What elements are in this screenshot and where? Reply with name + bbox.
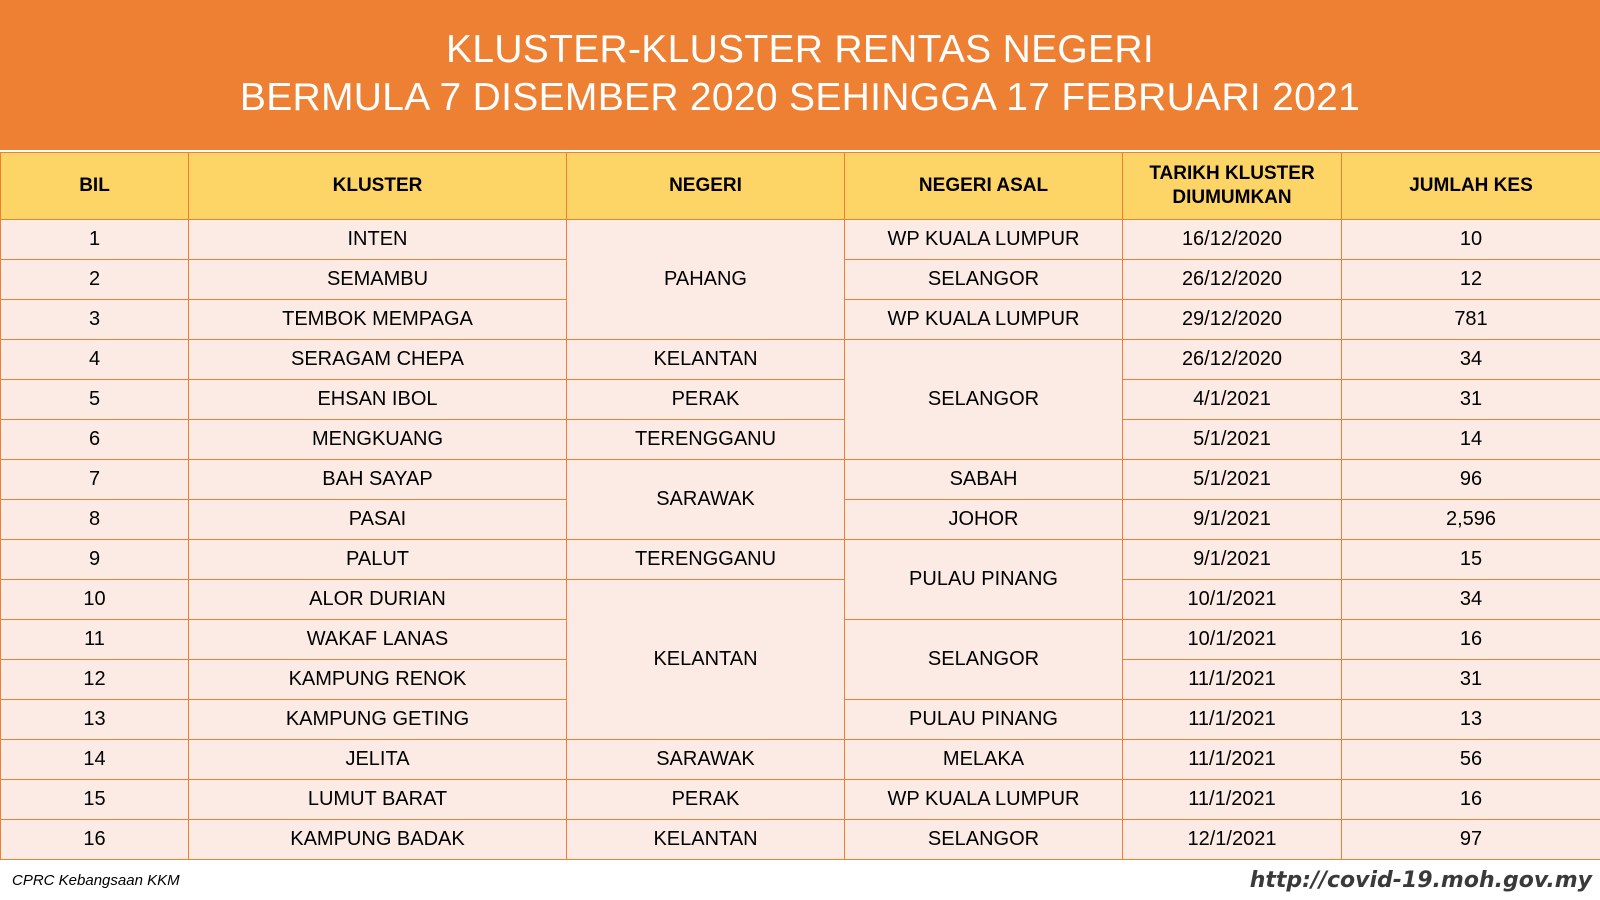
cell-jumlah: 12 xyxy=(1342,260,1600,300)
table-row xyxy=(1,580,1600,620)
cell-negeri-asal: WP KUALA LUMPUR xyxy=(845,220,1123,260)
cell-bil: 14 xyxy=(1,740,189,780)
cell-kluster: PALUT xyxy=(189,540,567,580)
cell-tarikh: 11/1/2021 xyxy=(1123,780,1342,820)
cell-jumlah: 31 xyxy=(1342,660,1600,700)
cell-negeri: KELANTAN xyxy=(567,340,845,380)
cell-kluster: INTEN xyxy=(189,220,567,260)
cell-negeri-asal: SELANGOR xyxy=(845,340,1123,460)
cell-kluster: KAMPUNG RENOK xyxy=(189,660,567,700)
cell-negeri-asal: SABAH xyxy=(845,460,1123,500)
table-row xyxy=(1,340,1600,380)
cell-kluster: KAMPUNG BADAK xyxy=(189,820,567,860)
cell-negeri-asal: JOHOR xyxy=(845,500,1123,540)
cell-kluster: PASAI xyxy=(189,500,567,540)
cell-tarikh: 11/1/2021 xyxy=(1123,700,1342,740)
cell-negeri-asal: SELANGOR xyxy=(845,820,1123,860)
cell-jumlah: 15 xyxy=(1342,540,1600,580)
cell-bil: 2 xyxy=(1,260,189,300)
cell-bil: 11 xyxy=(1,620,189,660)
cell-bil: 6 xyxy=(1,420,189,460)
cell-kluster: ALOR DURIAN xyxy=(189,580,567,620)
cell-kluster: TEMBOK MEMPAGA xyxy=(189,300,567,340)
cell-bil: 10 xyxy=(1,580,189,620)
header-tarikh xyxy=(1123,153,1342,220)
cell-negeri: SARAWAK xyxy=(567,740,845,780)
source-credit: CPRC Kebangsaan KKM xyxy=(12,872,180,889)
cell-jumlah: 13 xyxy=(1342,700,1600,740)
cell-bil: 9 xyxy=(1,540,189,580)
cell-bil: 3 xyxy=(1,300,189,340)
cell-jumlah: 34 xyxy=(1342,340,1600,380)
cell-negeri-asal: WP KUALA LUMPUR xyxy=(845,780,1123,820)
header-jumlah: JUMLAH KES xyxy=(1342,153,1600,220)
cell-bil: 1 xyxy=(1,220,189,260)
table-row xyxy=(1,420,1600,460)
title-line-1: KLUSTER-KLUSTER RENTAS NEGERI xyxy=(446,28,1154,71)
cell-jumlah: 31 xyxy=(1342,380,1600,420)
cell-bil: 5 xyxy=(1,380,189,420)
cell-jumlah: 10 xyxy=(1342,220,1600,260)
cell-bil: 4 xyxy=(1,340,189,380)
cell-tarikh: 10/1/2021 xyxy=(1123,580,1342,620)
cell-tarikh: 26/12/2020 xyxy=(1123,260,1342,300)
header-kluster: KLUSTER xyxy=(189,153,567,220)
cell-jumlah: 97 xyxy=(1342,820,1600,860)
cell-kluster: SERAGAM CHEPA xyxy=(189,340,567,380)
table-row xyxy=(1,740,1600,780)
cell-negeri-asal: PULAU PINANG xyxy=(845,700,1123,740)
cell-jumlah: 56 xyxy=(1342,740,1600,780)
cell-negeri-asal: SELANGOR xyxy=(845,260,1123,300)
cell-jumlah: 2,596 xyxy=(1342,500,1600,540)
cell-bil: 12 xyxy=(1,660,189,700)
cell-tarikh: 16/12/2020 xyxy=(1123,220,1342,260)
cell-tarikh: 9/1/2021 xyxy=(1123,540,1342,580)
cell-tarikh: 11/1/2021 xyxy=(1123,660,1342,700)
source-url: http://covid-19.moh.gov.my xyxy=(1249,868,1592,893)
cell-bil: 13 xyxy=(1,700,189,740)
table-row xyxy=(1,220,1600,260)
cell-jumlah: 96 xyxy=(1342,460,1600,500)
table-header-row xyxy=(1,153,1600,220)
cell-negeri: TERENGGANU xyxy=(567,540,845,580)
cell-tarikh: 11/1/2021 xyxy=(1123,740,1342,780)
table-row xyxy=(1,540,1600,580)
cell-tarikh: 4/1/2021 xyxy=(1123,380,1342,420)
cell-negeri: KELANTAN xyxy=(567,820,845,860)
cell-negeri: PAHANG xyxy=(567,220,845,340)
cell-negeri-asal: WP KUALA LUMPUR xyxy=(845,300,1123,340)
header-bil: BIL xyxy=(1,153,189,220)
title-line-2: BERMULA 7 DISEMBER 2020 SEHINGGA 17 FEBRUARI 2021 xyxy=(239,76,1361,119)
cell-bil: 7 xyxy=(1,460,189,500)
table-row xyxy=(1,780,1600,820)
cell-kluster: EHSAN IBOL xyxy=(189,380,567,420)
cell-negeri: KELANTAN xyxy=(567,580,845,740)
cell-tarikh: 26/12/2020 xyxy=(1123,340,1342,380)
cell-bil: 15 xyxy=(1,780,189,820)
cluster-table xyxy=(0,152,1600,860)
cell-tarikh: 12/1/2021 xyxy=(1123,820,1342,860)
cell-negeri-asal: MELAKA xyxy=(845,740,1123,780)
cell-negeri: PERAK xyxy=(567,780,845,820)
cell-jumlah: 14 xyxy=(1342,420,1600,460)
cell-jumlah: 34 xyxy=(1342,580,1600,620)
cell-kluster: JELITA xyxy=(189,740,567,780)
title-banner xyxy=(0,0,1600,150)
cell-tarikh: 5/1/2021 xyxy=(1123,460,1342,500)
cell-tarikh: 29/12/2020 xyxy=(1123,300,1342,340)
cell-kluster: SEMAMBU xyxy=(189,260,567,300)
cell-negeri-asal: PULAU PINANG xyxy=(845,540,1123,620)
cell-kluster: KAMPUNG GETING xyxy=(189,700,567,740)
cell-bil: 8 xyxy=(1,500,189,540)
cell-tarikh: 10/1/2021 xyxy=(1123,620,1342,660)
cell-kluster: BAH SAYAP xyxy=(189,460,567,500)
cell-negeri: SARAWAK xyxy=(567,460,845,540)
header-tarikh-line1: TARIKH KLUSTER xyxy=(1149,163,1315,184)
cell-bil: 16 xyxy=(1,820,189,860)
table-row xyxy=(1,460,1600,500)
cell-negeri: PERAK xyxy=(567,380,845,420)
cell-negeri: TERENGGANU xyxy=(567,420,845,460)
table-body xyxy=(1,220,1600,860)
cell-negeri-asal: SELANGOR xyxy=(845,620,1123,700)
cell-tarikh: 9/1/2021 xyxy=(1123,500,1342,540)
table-row xyxy=(1,380,1600,420)
cell-kluster: WAKAF LANAS xyxy=(189,620,567,660)
cell-jumlah: 16 xyxy=(1342,620,1600,660)
cell-kluster: MENGKUANG xyxy=(189,420,567,460)
cell-kluster: LUMUT BARAT xyxy=(189,780,567,820)
table-row xyxy=(1,820,1600,860)
header-negeri: NEGERI xyxy=(567,153,845,220)
header-negeri-asal: NEGERI ASAL xyxy=(845,153,1123,220)
cell-jumlah: 781 xyxy=(1342,300,1600,340)
cell-jumlah: 16 xyxy=(1342,780,1600,820)
header-tarikh-line2: DIUMUMKAN xyxy=(1172,187,1292,208)
cell-tarikh: 5/1/2021 xyxy=(1123,420,1342,460)
